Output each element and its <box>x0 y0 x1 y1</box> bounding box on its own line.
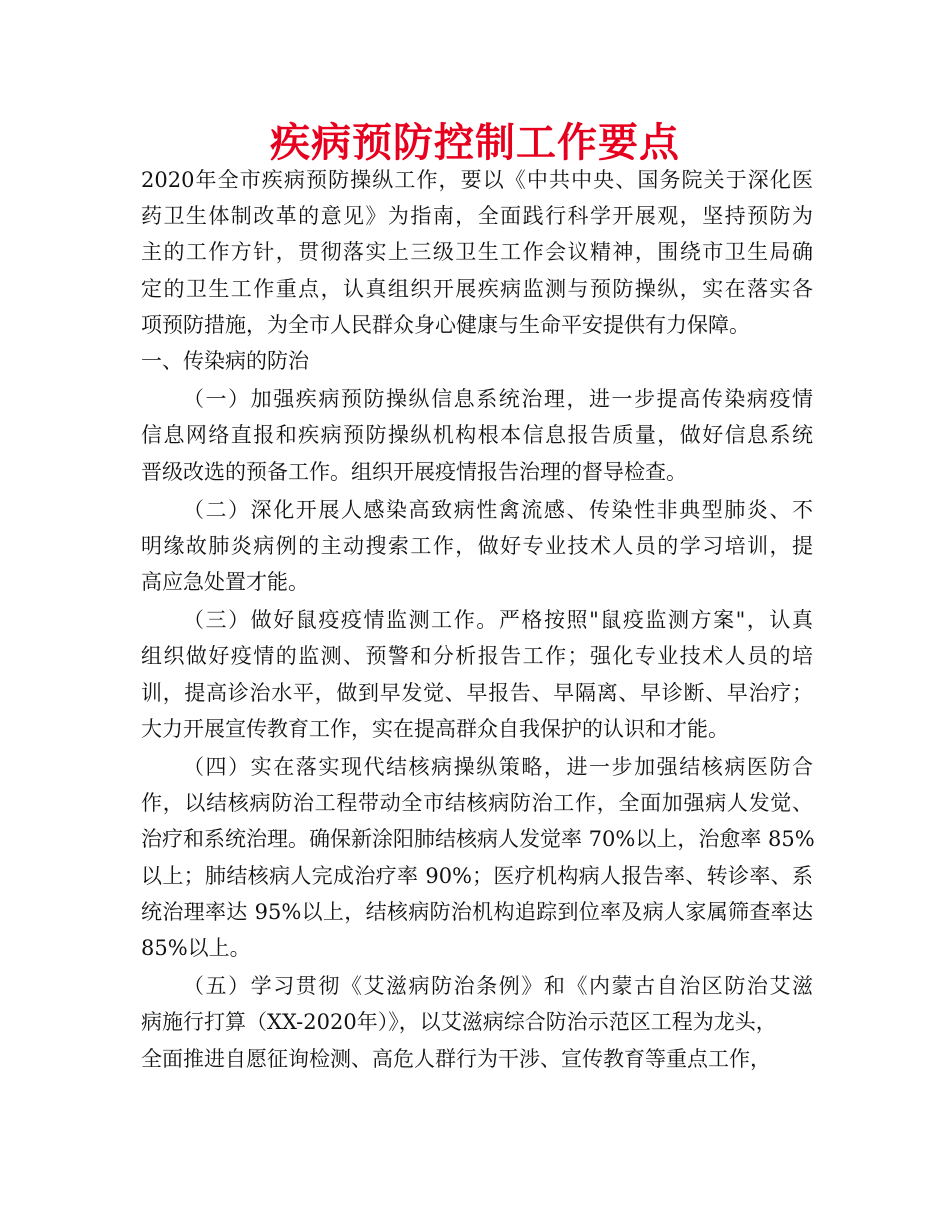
text-line: 病施行打算（XX-2020年）》，以艾滋病综合防治示范区工程为龙头， <box>141 1010 777 1035</box>
paragraph-5 <box>141 968 813 1077</box>
paragraph-1 <box>141 381 813 490</box>
document-body <box>141 162 813 1077</box>
text-line: （一）加强疾病预防操纵信息系统治理，进一步提高传染病疫情 <box>183 387 813 412</box>
paragraph-4 <box>141 749 813 966</box>
text-line: 训，提高诊治水平，做到早发觉、早报告、早隔离、早诊断、早治疗； <box>141 680 813 705</box>
text-line: 组织做好疫情的监测、预警和分析报告工作；强化专业技术人员的培 <box>141 644 813 669</box>
section-heading: 一、传染病的防治 <box>141 348 309 373</box>
text-line: 以上；肺结核病人完成治疗率 90%；医疗机构病人报告率、转诊率、系 <box>141 863 813 888</box>
text-line: （三）做好鼠疫疫情监测工作。严格按照"鼠疫监测方案"，认真 <box>183 608 813 633</box>
text-line: 高应急处置才能。 <box>141 570 309 595</box>
text-line: 治疗和系统治理。确保新涂阳肺结核病人发觉率 70%以上，治愈率 85% <box>141 827 815 852</box>
paragraph-3 <box>141 602 813 747</box>
text-line: 项预防措施，为全市人民群众身心健康与生命平安提供有力保障。 <box>141 312 750 337</box>
text-line: 明缘故肺炎病例的主动搜索工作，做好专业技术人员的学习培训，提 <box>141 533 813 558</box>
text-line: 85%以上。 <box>141 935 251 960</box>
text-line: 主的工作方针，贯彻落实上三级卫生工作会议精神，围绕市卫生局确 <box>141 240 813 265</box>
text-line: 大力开展宣传教育工作，实在提高群众自我保护的认识和才能。 <box>141 716 729 741</box>
text-line: 定的卫生工作重点，认真组织开展疾病监测与预防操纵，实在落实各 <box>141 276 813 301</box>
text-line: 2020年全市疾病预防操纵工作，要以《中共中央、国务院关于深化医 <box>141 168 813 192</box>
text-line: （四）实在落实现代结核病操纵策略，进一步加强结核病医防合 <box>183 755 813 779</box>
text-line: （二）深化开展人感染高致病性禽流感、传染性非典型肺炎、不 <box>183 497 813 522</box>
text-line: 信息网络直报和疾病预防操纵机构根本信息报告质量，做好信息系统 <box>141 423 813 448</box>
text-line: 药卫生体制改革的意见》为指南，全面践行科学开展观，坚持预防为 <box>141 204 813 229</box>
text-line: 全面推进自愿征询检测、高危人群行为干涉、宣传教育等重点工作， <box>141 1046 771 1071</box>
intro-paragraph <box>141 162 813 343</box>
paragraph-2 <box>141 492 813 601</box>
text-line: 晋级改选的预备工作。组织开展疫情报告治理的督导检查。 <box>141 459 687 484</box>
text-line: 作，以结核病防治工程带动全市结核病防治工作，全面加强病人发觉、 <box>141 791 813 816</box>
document-title: 疾病预防控制工作要点 <box>270 120 680 166</box>
text-line: （五）学习贯彻《艾滋病防治条例》和《内蒙古自治区防治艾滋 <box>183 974 813 999</box>
text-line: 统治理率达 95%以上，结核病防治机构追踪到位率及病人家属筛查率达 <box>141 899 813 924</box>
